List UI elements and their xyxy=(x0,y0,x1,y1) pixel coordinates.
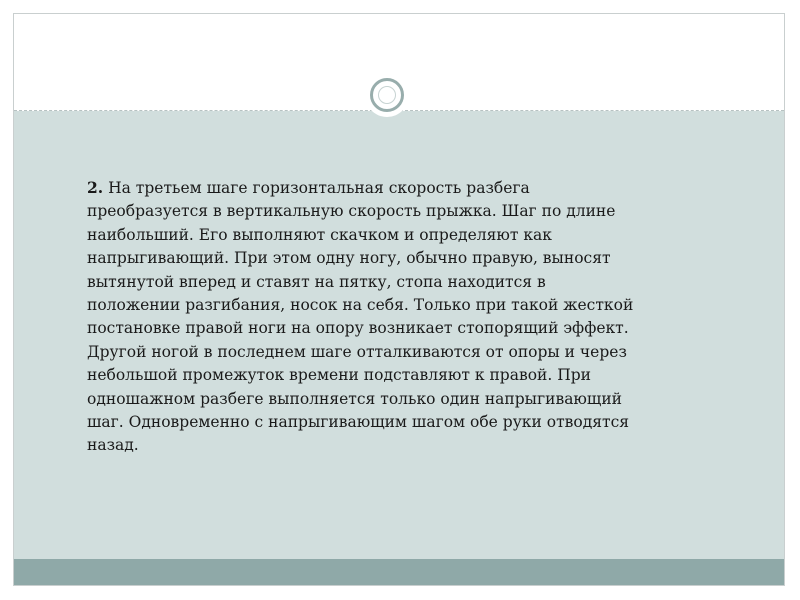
footer-band xyxy=(14,559,784,586)
circle-ornament-icon xyxy=(365,73,409,117)
paragraph-text: На третьем шаге горизонтальная скорость разбега преобразуется в вертикальную скорость прыжка. Шаг по длине наибольший. Его выполняют скачком и определяют как напрыгивающий. При этом одну ногу, обычно правую, выносят вытянутой вперед и ставят на пятку, стопа находится в положении разгибания, носок на себя. Только при такой жесткой постановке правой ноги на опору возникает стопорящий эффект. Другой ногой в последнем шаге отталкиваются от опоры и через небольшой промежуток времени подставляют к правой. При одношажном разбеге выполняется только один напрыгивающий шаг. Одновременно с напрыгивающим шагом обе руки отводятся назад. xyxy=(87,179,634,455)
ornament-ring xyxy=(370,78,404,112)
ornament-inner-circle xyxy=(378,86,396,104)
slide-body-text xyxy=(87,176,717,458)
item-number: 2. xyxy=(87,178,104,197)
